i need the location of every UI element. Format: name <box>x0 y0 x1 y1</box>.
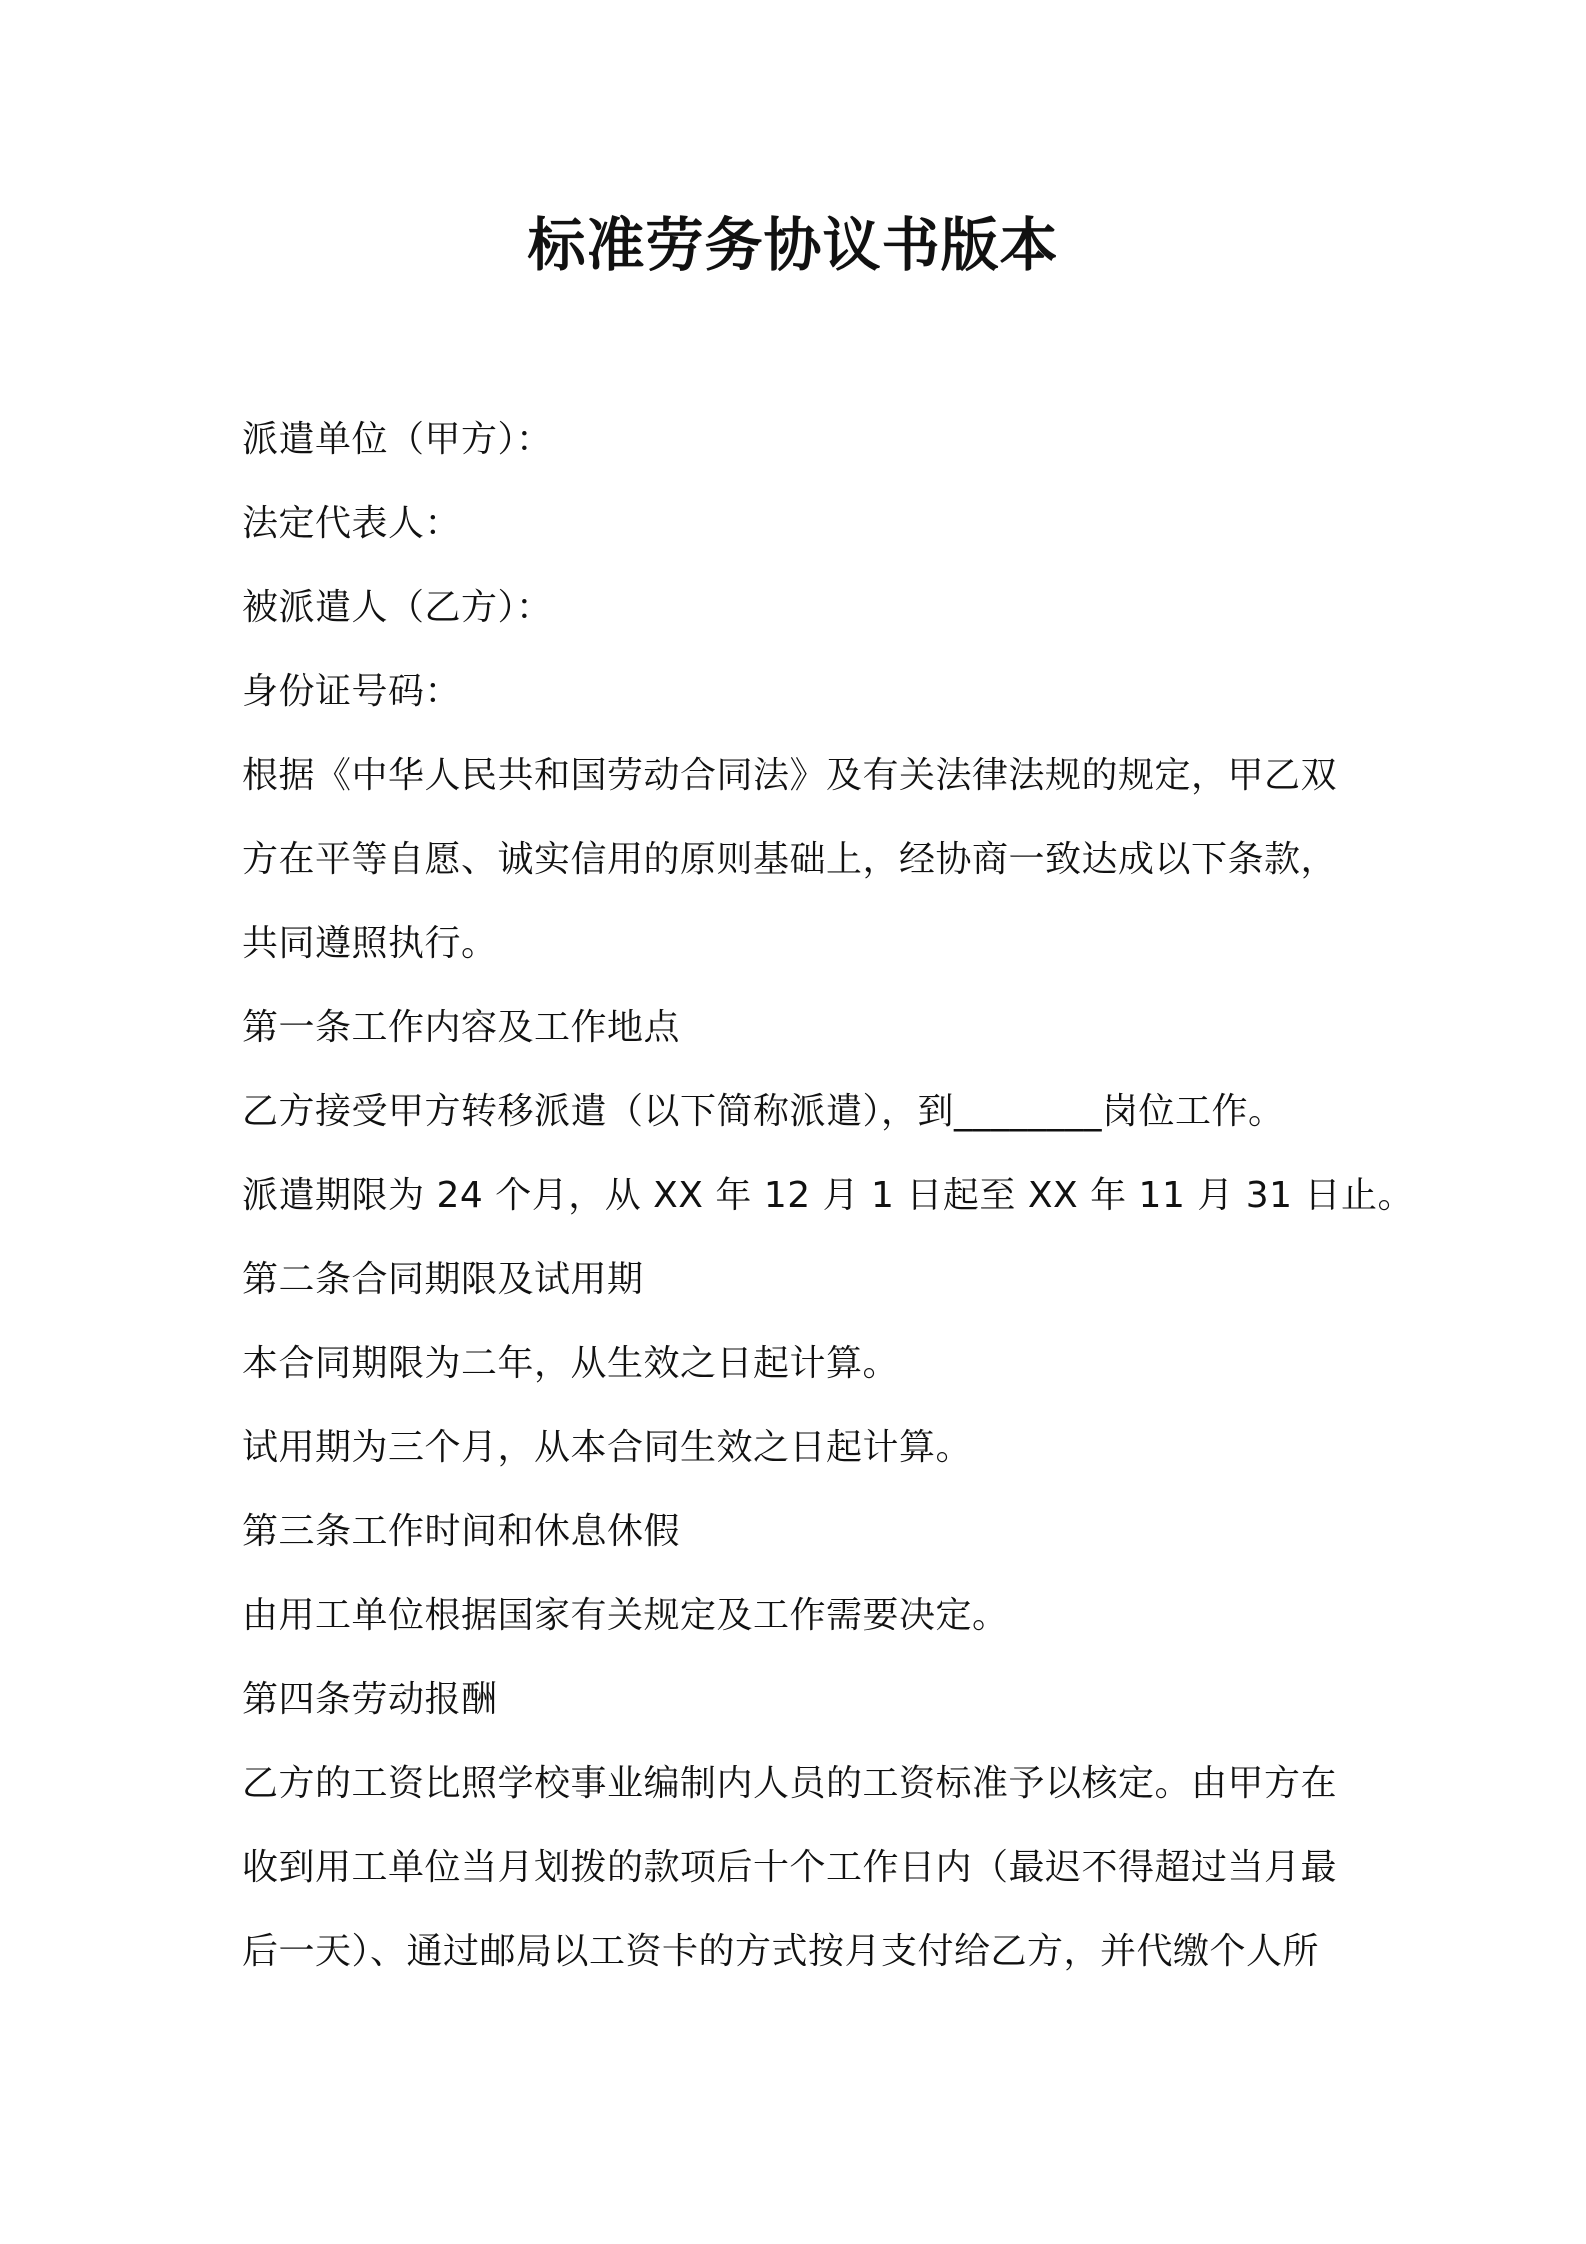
legal-representative-line: 法定代表人： <box>242 503 462 544</box>
party-a-line: 派遣单位（甲方）： <box>242 419 553 460</box>
article-2-heading: 第二条合同期限及试用期 <box>242 1259 644 1300</box>
preamble-line-2: 方在平等自愿、诚实信用的原则基础上，经协商一致达成以下条款， <box>242 839 1338 880</box>
article-1-line-1: 乙方接受甲方转移派遣（以下简称派遣），到________岗位工作。 <box>242 1091 1285 1132</box>
party-b-line: 被派遣人（乙方）： <box>242 587 553 628</box>
article-1-line-2: 派遣期限为 24 个月，从 XX 年 12 月 1 日起至 XX 年 11 月 31 日止。 <box>242 1175 1414 1216</box>
document-title: 标准劳务协议书版本 <box>527 211 1059 279</box>
article-4-line-3: 后一天）、通过邮局以工资卡的方式按月支付给乙方，并代缴个人所 <box>242 1931 1320 1972</box>
article-4-heading: 第四条劳动报酬 <box>242 1679 498 1720</box>
article-3-heading: 第三条工作时间和休息休假 <box>242 1511 681 1552</box>
article-3-line-1: 由用工单位根据国家有关规定及工作需要决定。 <box>242 1595 1009 1636</box>
article-4-line-1: 乙方的工资比照学校事业编制内人员的工资标准予以核定。由甲方在 <box>242 1763 1338 1804</box>
id-number-line: 身份证号码： <box>242 671 462 712</box>
document-body <box>242 398 1414 1994</box>
preamble-line-3: 共同遵照执行。 <box>242 923 498 964</box>
article-2-line-1: 本合同期限为二年，从生效之日起计算。 <box>242 1343 900 1384</box>
article-2-line-2: 试用期为三个月，从本合同生效之日起计算。 <box>242 1427 973 1468</box>
preamble-line-1: 根据《中华人民共和国劳动合同法》及有关法律法规的规定，甲乙双 <box>242 755 1338 796</box>
article-4-line-2: 收到用工单位当月划拨的款项后十个工作日内（最迟不得超过当月最 <box>242 1847 1338 1888</box>
article-1-heading: 第一条工作内容及工作地点 <box>242 1007 681 1048</box>
